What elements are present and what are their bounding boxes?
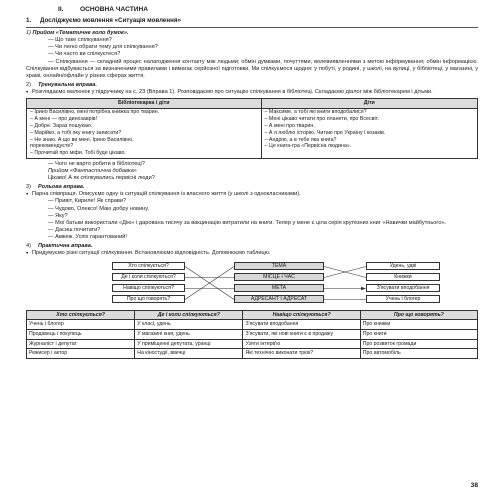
task-text: • Придумуємо різні ситуації спілкування. Встановлюємо відповідність. Доповнюємо таблицю.: [26, 250, 478, 257]
dialog-line: — Мої батьки використали «Дію» і дарована тисячу за вакцинацію витратили на книги. Тепер у мене є ціла серія крутезних книг «Навички майбутнього».: [48, 219, 447, 226]
question-line: — Чи часто ви спілкуєтеся?: [48, 51, 121, 58]
question-line: — Чи легко обрати тему для спілкування?: [48, 44, 158, 51]
page-number: 38: [470, 481, 478, 489]
match-right-box[interactable]: Удень, удві: [366, 262, 440, 271]
table-row: Режисер і актор На кіностудії, ввечці Які технічно виконати трюк? Про автомобіль: [27, 349, 478, 359]
match-left-box[interactable]: Навіщо спілкуються?: [112, 284, 185, 293]
part4-heading: 4) Практична вправа.: [26, 243, 93, 250]
table-row: Журналіст і депутат У приміщенні депутата, уранці Узяти інтерв'ю Про розвиток громади: [27, 339, 478, 349]
match-left-box[interactable]: Про що говорять?: [112, 295, 185, 304]
part2-heading: 2) Тренувальна вправа.: [26, 81, 97, 88]
library-dialog-table: [26, 98, 478, 158]
divider: [26, 27, 478, 28]
match-left-box[interactable]: Хто спілкується?: [112, 262, 185, 271]
priyom-label: Прийом «Фантастична добавка»: [48, 167, 137, 174]
question-line: — Що таке спілкування?: [48, 37, 112, 44]
matching-diagram: [26, 261, 478, 307]
dialog-line: — Яку?: [48, 212, 68, 219]
document-page: [26, 6, 478, 496]
match-mid-box[interactable]: МІСЦЕ І ЧАС: [234, 273, 324, 282]
section-heading: ІІ. ОСНОВНА ЧАСТИНА: [58, 6, 149, 13]
match-right-box[interactable]: Учень і блогер: [366, 295, 440, 304]
table-row: Учень і блогер У класі, удень З'ясувати вподобання Про книжки: [27, 320, 478, 330]
table-header: Про що говорять?: [360, 310, 477, 320]
situations-table: [26, 310, 478, 359]
part1-heading: 1) Прийом «Тематичне коло думок».: [26, 29, 129, 36]
dialog-line: — Авжеж. Успіх гарантований!: [48, 234, 127, 241]
question-line: Цікаво! А як спілкувались первісні люди?: [48, 174, 155, 181]
match-mid-box[interactable]: МЕТА: [234, 284, 324, 293]
dialog-line: — Привіт, Кириле! Як справи?: [48, 198, 127, 205]
table-header: Бібліотекарка і діти: [27, 99, 262, 108]
task-text: • Парна співпраця. Описуємо одну із ситуацій спілкування із власного життя (у школі з однокласниками).: [26, 191, 478, 198]
task-text: • Розглядаємо малюнок у підручнику на с. 23 (Вправа 1). Розповідаємо про ситуацію спілкування в бібліотеці. Складаємо діалог між бібліотекарем і дітьми.: [26, 89, 478, 96]
subsection-heading: 1. Досліджуємо мовлення «Ситуація мовлення»: [26, 17, 181, 25]
part3-heading: 3) Рольова вправа.: [26, 184, 85, 191]
dialog-cell: – Максиме, а тобі які книги вподобалися? – Мені цікаво читати про планети, про Всесвіт. – А мені про тварин. – А я люблю історію. Читаю про Україну і козаків. – Андрію, а в тебе яка книга? – Це книга-гра «Первісна людина».: [261, 108, 477, 158]
question-line: — Чого не варто робити в бібліотеці?: [48, 160, 145, 167]
table-header: Навіщо спілкуються?: [243, 310, 360, 320]
table-header: Хто спілкується?: [27, 310, 135, 320]
match-right-box[interactable]: З'ясувати вподобання: [366, 284, 440, 293]
table-header: Діти: [261, 99, 477, 108]
match-mid-box[interactable]: АДРЕСАНТ І АДРЕСАТ: [234, 295, 324, 304]
match-mid-box[interactable]: ТЕМА: [234, 262, 324, 271]
table-header: Де і коли спілкуються?: [135, 310, 243, 320]
table-row: Продавець і покупець У магазині книг, удень З'ясувати, які нові книги є в продажу Про книги: [27, 329, 478, 339]
dialog-cell: – Ірино Василівно, мені потрібна книжка про тварин. – А мені — про динозаврів! – Добре. Зараз пошукаю. – Марійко, а тобі яку книгу записати? – Не знаю. А що ви мені, Ірино Василівно, порекомендуєте? – Прочитай про міфи. Тобі буде цікаво.: [27, 108, 262, 158]
match-right-box[interactable]: Книжки: [366, 273, 440, 282]
dialog-line: — Чудово, Олексо! Маю добру новину.: [48, 205, 149, 212]
dialog-line: — Дасиш почитати?: [48, 227, 101, 233]
definition-paragraph: — Спілкування — складний процес налагодження контакту між людьми; обмін думками, почуттями, волевиявленнями з метою інформування; обмін інформацією. Спілкування відбувається за визначеними правилами і вимагає серйозної підготовки. Ми спілкуємося щодня: у побуті, у родині, у школі, на вулиці, у бібліотеці, у магазині, у храмі, онлайн/офлайн у різних сферах життя.: [26, 58, 478, 79]
match-left-box[interactable]: Де і коли спілкуються?: [112, 273, 185, 282]
